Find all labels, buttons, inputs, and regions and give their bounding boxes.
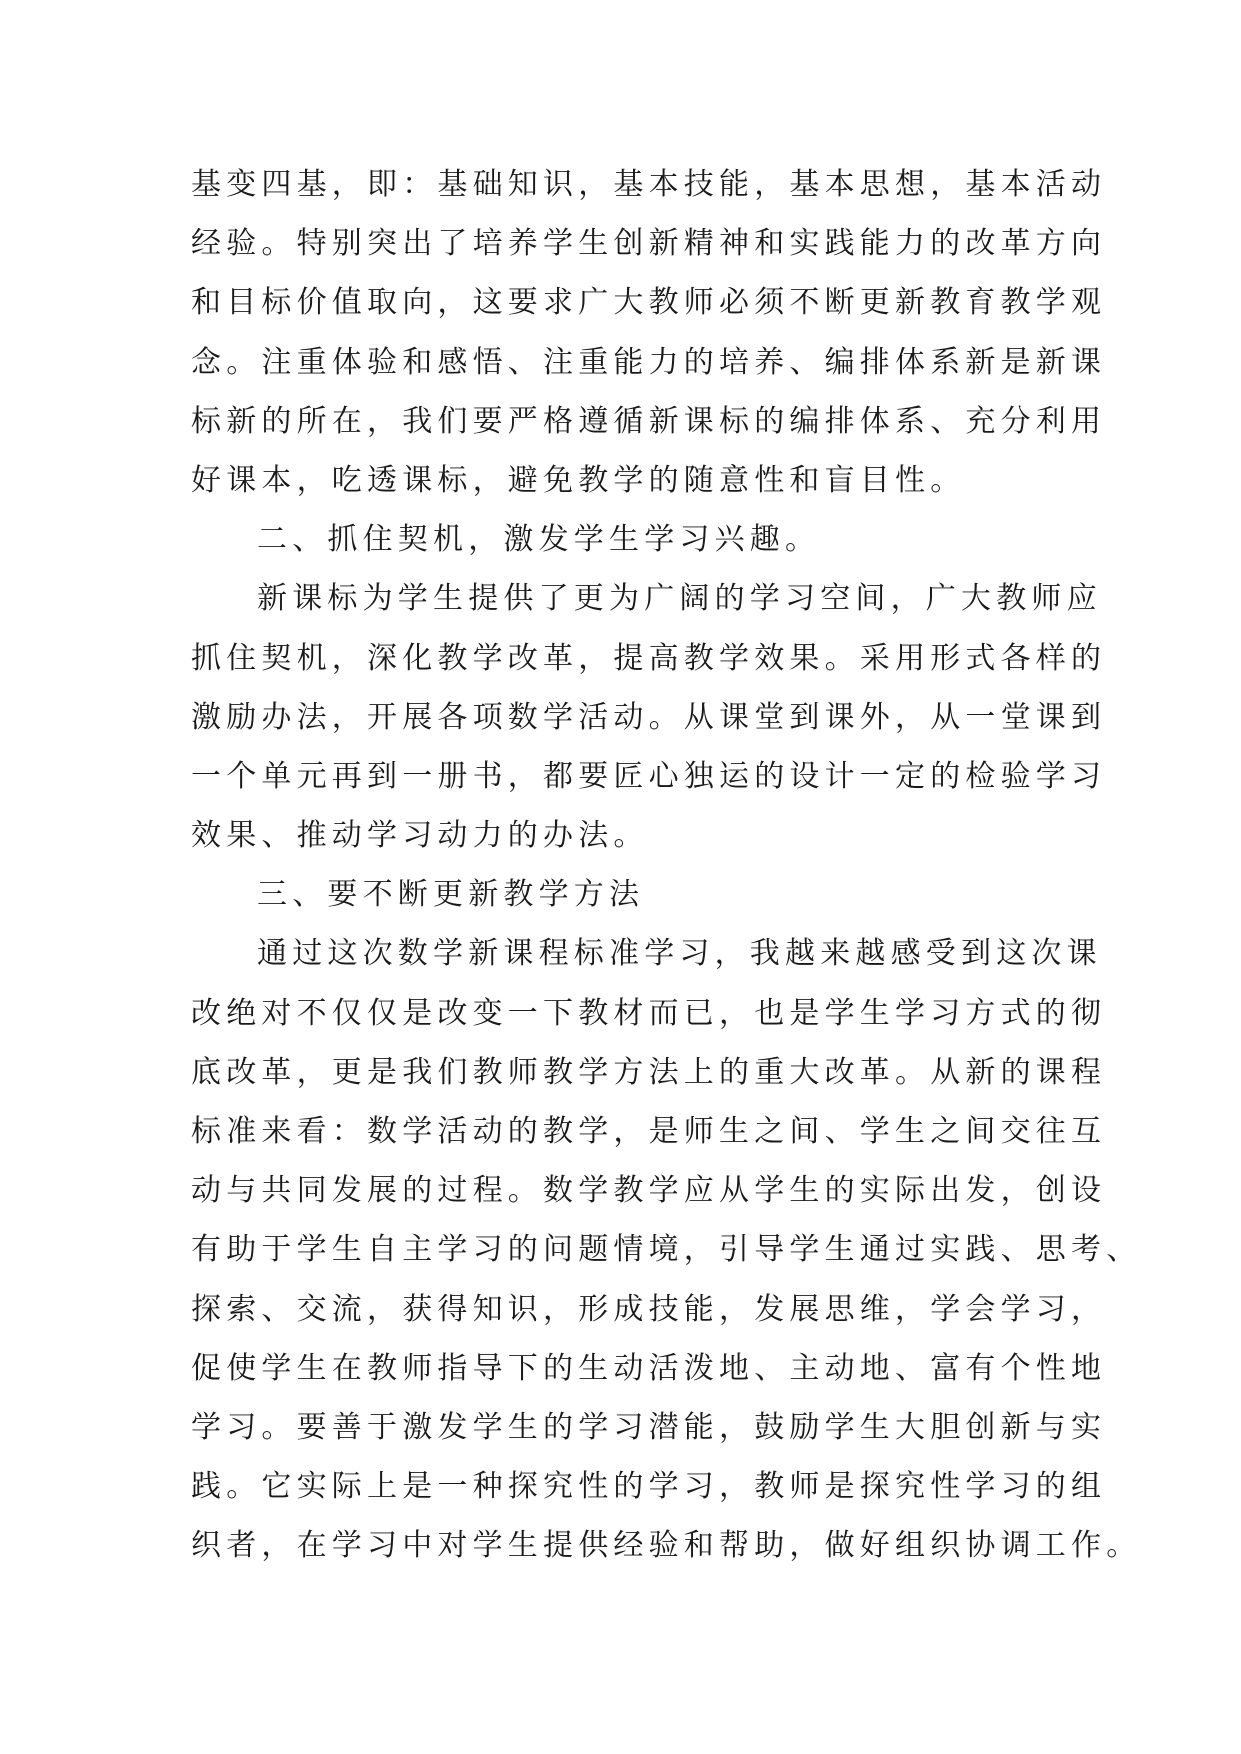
text-line: 标新的所在，我们要严格遵循新课标的编排体系、充分利用 <box>191 403 1107 439</box>
text-line: 践。它实际上是一种探究性的学习，教师是探究性学习的组 <box>191 1469 1107 1505</box>
text-line: 一个单元再到一册书，都要匠心独运的设计一定的检验学习 <box>191 758 1107 794</box>
text-line: 有助于学生自主学习的问题情境，引导学生通过实践、思考、 <box>191 1232 1142 1268</box>
text-line: 改绝对不仅仅是改变一下教材而已，也是学生学习方式的彻 <box>191 995 1107 1031</box>
text-line: 底改革，更是我们教师教学方法上的重大改革。从新的课程 <box>191 1054 1107 1090</box>
text-line: 新课标为学生提供了更为广阔的学习空间，广大教师应 <box>257 581 1102 617</box>
document-body <box>191 155 1142 1576</box>
text-line: 和目标价值取向，这要求广大教师必须不断更新教育教学观 <box>191 285 1107 321</box>
text-line: 效果、推动学习动力的办法。 <box>191 818 649 854</box>
text-line: 基变四基，即：基础知识，基本技能，基本思想，基本活动 <box>191 167 1107 202</box>
section-heading: 二、抓住契机，激发学生学习兴趣。 <box>257 522 821 558</box>
text-line: 经验。特别突出了培养学生创新精神和实践能力的改革方向 <box>191 226 1107 262</box>
section-heading: 三、要不断更新教学方法 <box>257 877 645 913</box>
text-line: 通过这次数学新课程标准学习，我越来越感受到这次课 <box>257 936 1102 972</box>
text-line: 探索、交流，获得知识，形成技能，发展思维，学会学习， <box>191 1291 1107 1327</box>
text-line: 激励办法，开展各项数学活动。从课堂到课外，从一堂课到 <box>191 699 1107 735</box>
text-line: 抓住契机，深化教学改革，提高教学效果。采用形式各样的 <box>191 640 1107 676</box>
text-line: 念。注重体验和感悟、注重能力的培养、编排体系新是新课 <box>191 344 1107 380</box>
text-line: 织者，在学习中对学生提供经验和帮助，做好组织协调工作。 <box>191 1528 1142 1564</box>
text-line: 好课本，吃透课标，避免教学的随意性和盲目性。 <box>191 462 966 498</box>
text-line: 学习。要善于激发学生的学习潜能，鼓励学生大胆创新与实 <box>191 1409 1107 1445</box>
text-line: 促使学生在教师指导下的生动活泼地、主动地、富有个性地 <box>191 1350 1107 1386</box>
text-line: 标准来看：数学活动的教学，是师生之间、学生之间交往互 <box>191 1114 1107 1149</box>
text-line: 动与共同发展的过程。数学教学应从学生的实际出发，创设 <box>191 1173 1107 1209</box>
